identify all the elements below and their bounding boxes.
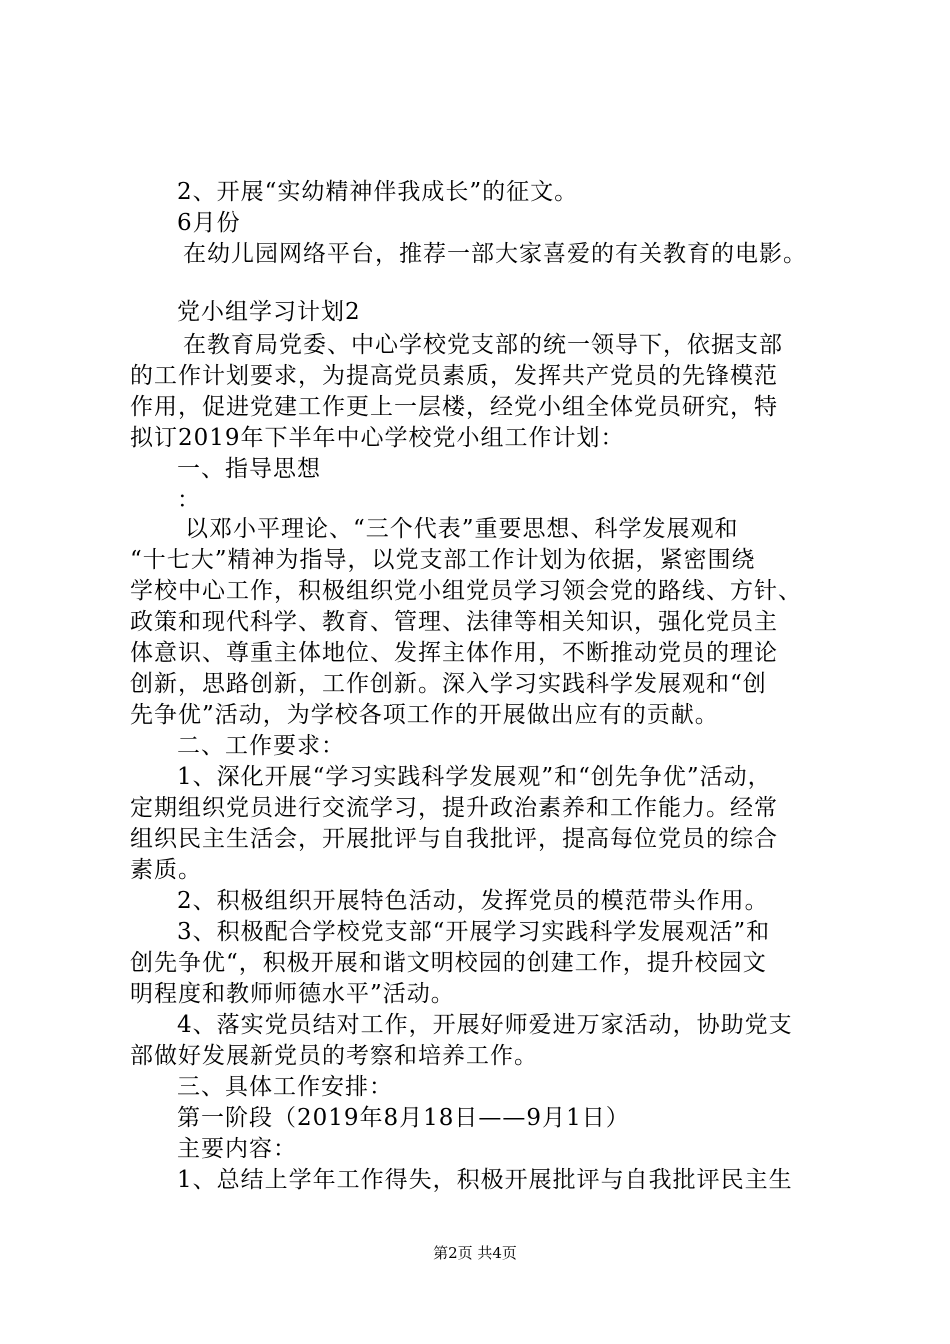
text-line: 学校中心工作，积极组织党小组党员学习领会党的路线、方针、	[130, 578, 802, 604]
text-line: 部做好发展新党员的考察和培养工作。	[130, 1043, 538, 1069]
text-line: 4、落实党员结对工作，开展好师爱进万家活动，协助党支	[177, 1012, 793, 1038]
text-line: 素质。	[130, 857, 202, 883]
text-line: 1、总结上学年工作得失，积极开展批评与自我批评民主生	[177, 1167, 793, 1193]
text-line: 创新，思路创新，工作创新。深入学习实践科学发展观和“创	[130, 671, 767, 697]
text-line: 体意识、尊重主体地位、发挥主体作用，不断推动党员的理论	[130, 640, 778, 666]
text-line: 以邓小平理论、“三个代表”重要思想、科学发展观和	[185, 516, 739, 542]
text-line: 6月份	[177, 210, 241, 236]
text-line: “十七大”精神为指导，以党支部工作计划为依据，紧密围绕	[130, 547, 756, 573]
page-footer: 第2页 共4页	[433, 1244, 517, 1262]
text-line: 先争优”活动，为学校各项工作的开展做出应有的贡献。	[130, 702, 719, 728]
text-line: 拟订2019年下半年中心学校党小组工作计划：	[130, 425, 625, 451]
text-line: 2、开展“实幼精神伴我成长”的征文。	[177, 179, 579, 205]
text-line: 1、深化开展“学习实践科学发展观”和“创先争优”活动，	[177, 764, 772, 790]
text-line: 在教育局党委、中心学校党支部的统一领导下，依据支部	[183, 332, 783, 358]
text-line: ：	[177, 487, 201, 513]
section-heading: 一、指导思想	[177, 456, 321, 482]
text-line: 第一阶段（2019年8月18日——9月1日）	[177, 1105, 630, 1131]
text-line: 主要内容：	[177, 1136, 297, 1162]
text-line: 2、积极组织开展特色活动，发挥党员的模范带头作用。	[177, 888, 769, 914]
text-line: 明程度和教师师德水平”活动。	[130, 981, 455, 1007]
text-line: 创先争优“，积极开展和谐文明校园的创建工作，提升校园文	[130, 950, 767, 976]
text-line: 组织民主生活会，开展批评与自我批评，提高每位党员的综合	[130, 826, 778, 852]
section-heading: 党小组学习计划2	[177, 299, 361, 325]
text-line: 在幼儿园网络平台，推荐一部大家喜爱的有关教育的电影。	[183, 241, 807, 267]
section-heading: 三、具体工作安排：	[177, 1074, 393, 1100]
section-heading: 二、工作要求：	[177, 733, 345, 759]
text-line: 的工作计划要求，为提高党员素质，发挥共产党员的先锋模范	[130, 363, 778, 389]
text-line: 作用，促进党建工作更上一层楼，经党小组全体党员研究，特	[130, 394, 778, 420]
text-line: 政策和现代科学、教育、管理、法律等相关知识，强化党员主	[130, 609, 778, 635]
text-line: 定期组织党员进行交流学习，提升政治素养和工作能力。经常	[130, 795, 778, 821]
text-line: 3、积极配合学校党支部“开展学习实践科学发展观活”和	[177, 919, 771, 945]
